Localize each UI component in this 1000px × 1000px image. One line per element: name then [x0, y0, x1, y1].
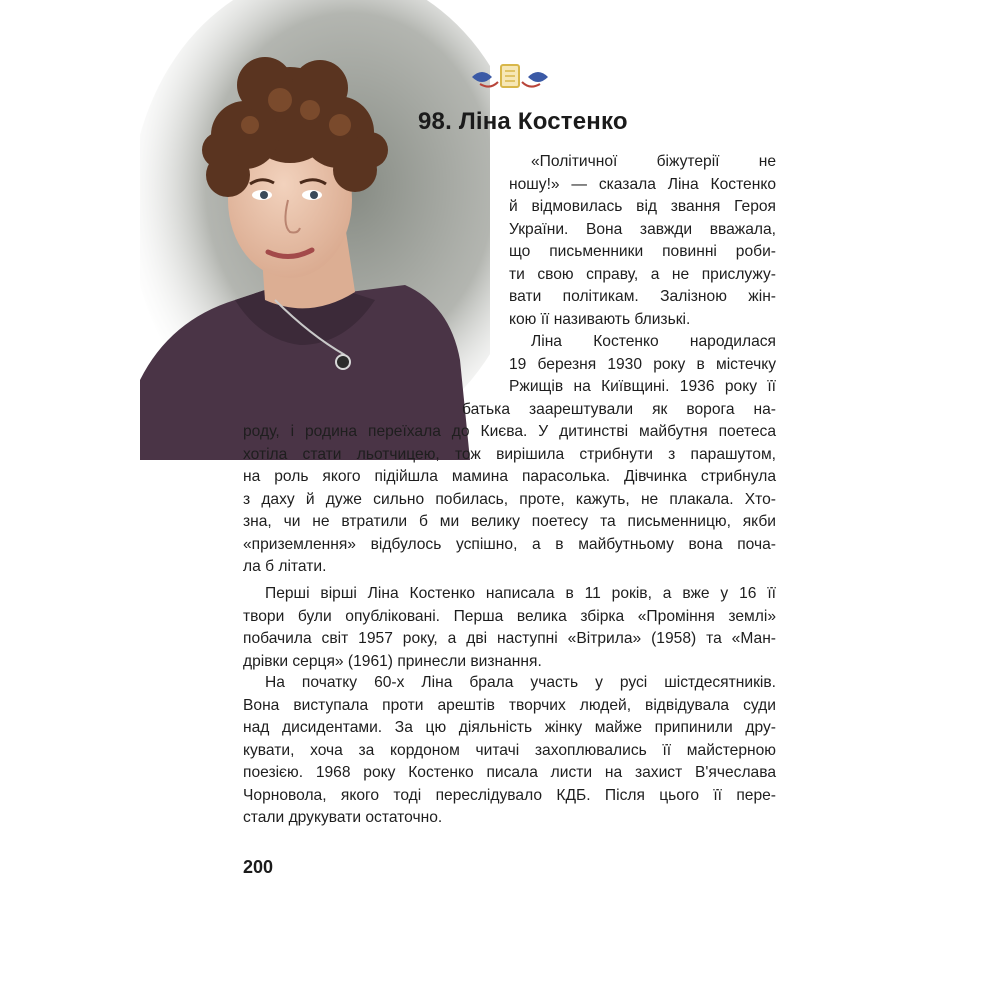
paragraph-2-continued — [243, 421, 776, 579]
text-line: Ржищів на Київщині. 1936 року її — [509, 378, 776, 395]
text-line: й відмовилась від звання Героя — [509, 198, 776, 215]
text-line: України. Вона завжди вважала, — [509, 220, 776, 238]
text-line: 19 березня 1930 року в містечку — [509, 355, 776, 373]
paragraph-3 — [243, 583, 776, 673]
text-line: ла б літати. — [243, 558, 327, 575]
text-line: Перші вірші Ліна Костенко написала в 11 років, а вже у 16 її — [265, 585, 776, 602]
text-line: «приземлення» відбулось успішно, а в майбутньому вона поча- — [243, 535, 776, 553]
text-line: кою її називають близькі. — [509, 310, 691, 328]
text-line: На початку 60-х Ліна брала участь у русі шістдесятників. — [265, 674, 776, 691]
paragraph-4 — [243, 672, 776, 830]
portrait-illustration — [140, 0, 490, 460]
text-line: Вона виступала проти арештів творчих людей, відвідувала суди — [243, 696, 776, 714]
text-line: над дисидентами. За цю діяльність жінку майже припинили дру- — [243, 719, 776, 736]
text-line: з даху й дуже сильно побилась, проте, кажуть, не плакала. Хто- — [243, 490, 776, 508]
text-line: дрівки серця» (1961) принесли визнання. — [243, 652, 542, 670]
text-line: твори були опубліковані. Перша велика збірка «Проміння землі» — [243, 607, 776, 625]
text-line: поезією. 1968 року Костенко писала листи на захист В'ячеслава — [243, 764, 776, 781]
text-line: що письменники повинні роби- — [509, 243, 776, 260]
text-line: батька заарештували як ворога на- — [462, 400, 776, 418]
chapter-title: 98. Ліна Костенко — [418, 108, 628, 135]
text-line: Ліна Костенко народилася — [531, 333, 776, 350]
text-line: вати політикам. Залізною жін- — [509, 288, 776, 305]
text-line: кувати, хоча за кордоном читачі захоплювались її майстерною — [243, 741, 776, 759]
text-line: ношу!» — сказала Ліна Костенко — [509, 175, 776, 193]
text-line: Чорновола, якого тоді переслідувало КДБ. Після цього її пере- — [243, 786, 776, 804]
page-number: 200 — [243, 857, 274, 877]
paragraph-2-mid-line — [462, 399, 776, 422]
paragraph-1 — [509, 151, 776, 399]
text-line: зна, чи не втратили б ми велику поетесу та письменницю, якби — [243, 513, 776, 530]
scroll-ornament-icon — [470, 62, 550, 92]
text-line: хотіла стати льотчицею, тож вирішила стрибнути з парашутом, — [243, 445, 776, 463]
text-line: роду, і родина переїхала до Києва. У дитинстві майбутня поетеса — [243, 423, 776, 440]
text-line: ти свою справу, а не прислужу- — [509, 265, 776, 283]
text-line: побачила світ 1957 року, а дві наступні «Вітрила» (1958) та «Ман- — [243, 630, 776, 647]
text-line: «Політичної біжутерії не — [531, 153, 776, 170]
text-line: на роль якого підійшла мамина парасолька. Дівчинка стрибнула — [243, 468, 776, 485]
text-line: стали друкувати остаточно. — [243, 809, 443, 826]
